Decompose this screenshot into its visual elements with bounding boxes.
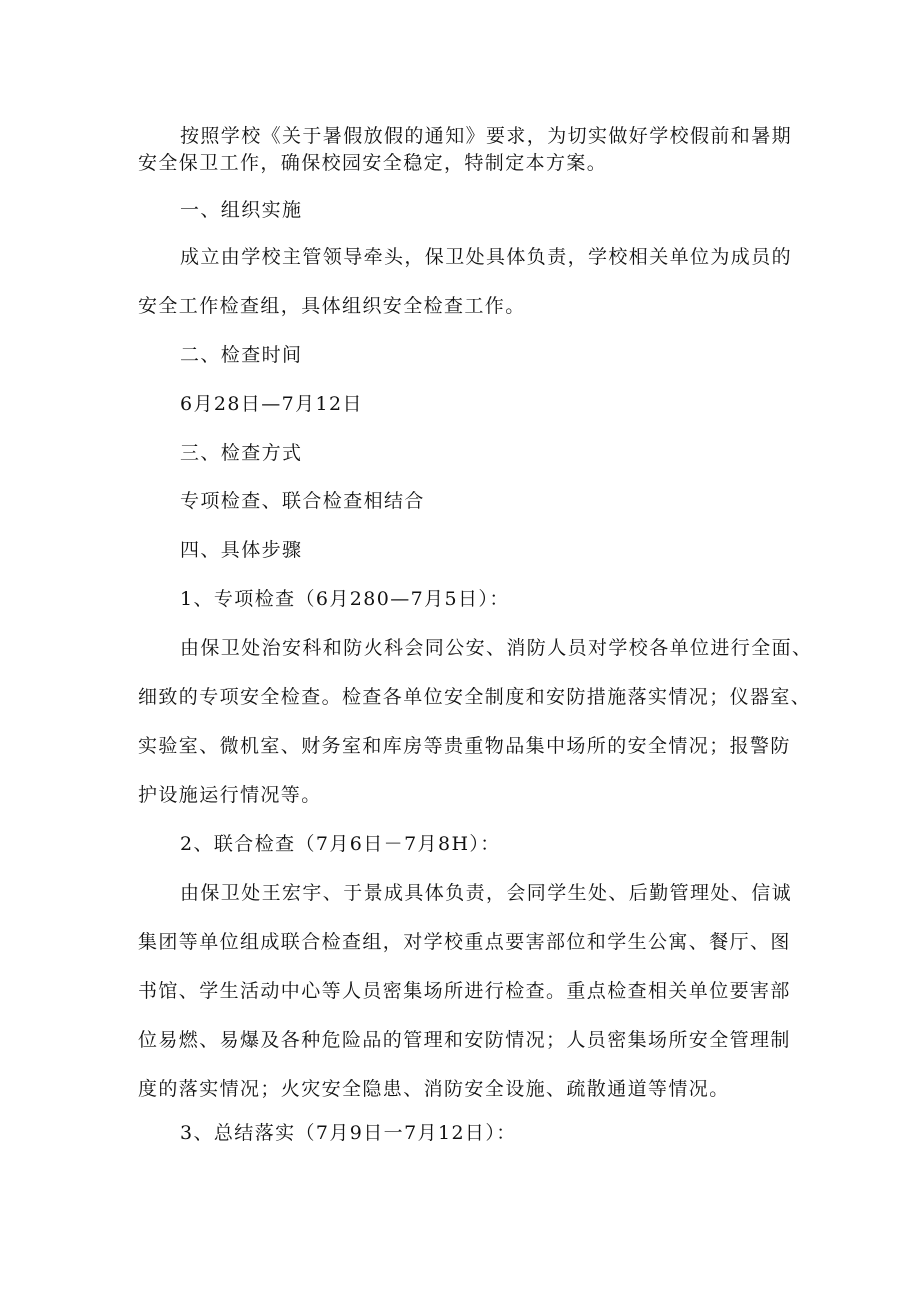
paragraph-line: 度的落实情况；火灾安全隐患、消防安全设施、疏散通道等情况。: [138, 1078, 730, 1100]
paragraph-line: 实验室、微机室、财务室和库房等贵重物品集中场所的安全情况；报警防: [138, 735, 791, 757]
paragraph-line: 由保卫处王宏宇、于景成具体负责，会同学生处、后勤管理处、信诚: [180, 882, 793, 904]
paragraph-line: 专项检查、联合检查相结合: [180, 490, 425, 512]
intro-line-2: 安全保卫工作，确保校园安全稳定，特制定本方案。: [138, 152, 608, 174]
paragraph-line: 细致的专项安全检查。检查各单位安全制度和安防措施落实情况；仪器室、: [138, 686, 812, 708]
step-title-2: 2、联合检查（7月6日－7月8H）：: [180, 833, 501, 855]
section-heading-1: 一、组织实施: [180, 199, 303, 221]
paragraph-line: 位易燃、易爆及各种危险品的管理和安防情况；人员密集场所安全管理制: [138, 1029, 791, 1051]
section-heading-4: 四、具体步骤: [180, 539, 303, 561]
section-heading-2: 二、检查时间: [180, 344, 303, 366]
paragraph-line: 安全工作检查组，具体组织安全检查工作。: [138, 295, 526, 317]
section-heading-3: 三、检查方式: [180, 442, 303, 464]
paragraph-line: 护设施运行情况等。: [138, 784, 322, 806]
intro-line-1: 按照学校《关于暑假放假的通知》要求，为切实做好学校假前和暑期: [180, 125, 793, 147]
paragraph-line: 6月28日—7月12日: [180, 393, 363, 415]
step-title-1: 1、专项检查（6月280—7月5日）：: [180, 588, 510, 610]
step-title-3: 3、总结落实（7月9日一7月12日）：: [180, 1122, 517, 1144]
paragraph-line: 书馆、学生活动中心等人员密集场所进行检查。重点检查相关单位要害部: [138, 980, 791, 1002]
paragraph-line: 集团等单位组成联合检查组，对学校重点要害部位和学生公寓、餐厅、图: [138, 931, 791, 953]
paragraph-line: 由保卫处治安科和防火科会同公安、消防人员对学校各单位进行全面、: [180, 637, 813, 659]
paragraph-line: 成立由学校主管领导牵头，保卫处具体负责，学校相关单位为成员的: [180, 246, 793, 268]
